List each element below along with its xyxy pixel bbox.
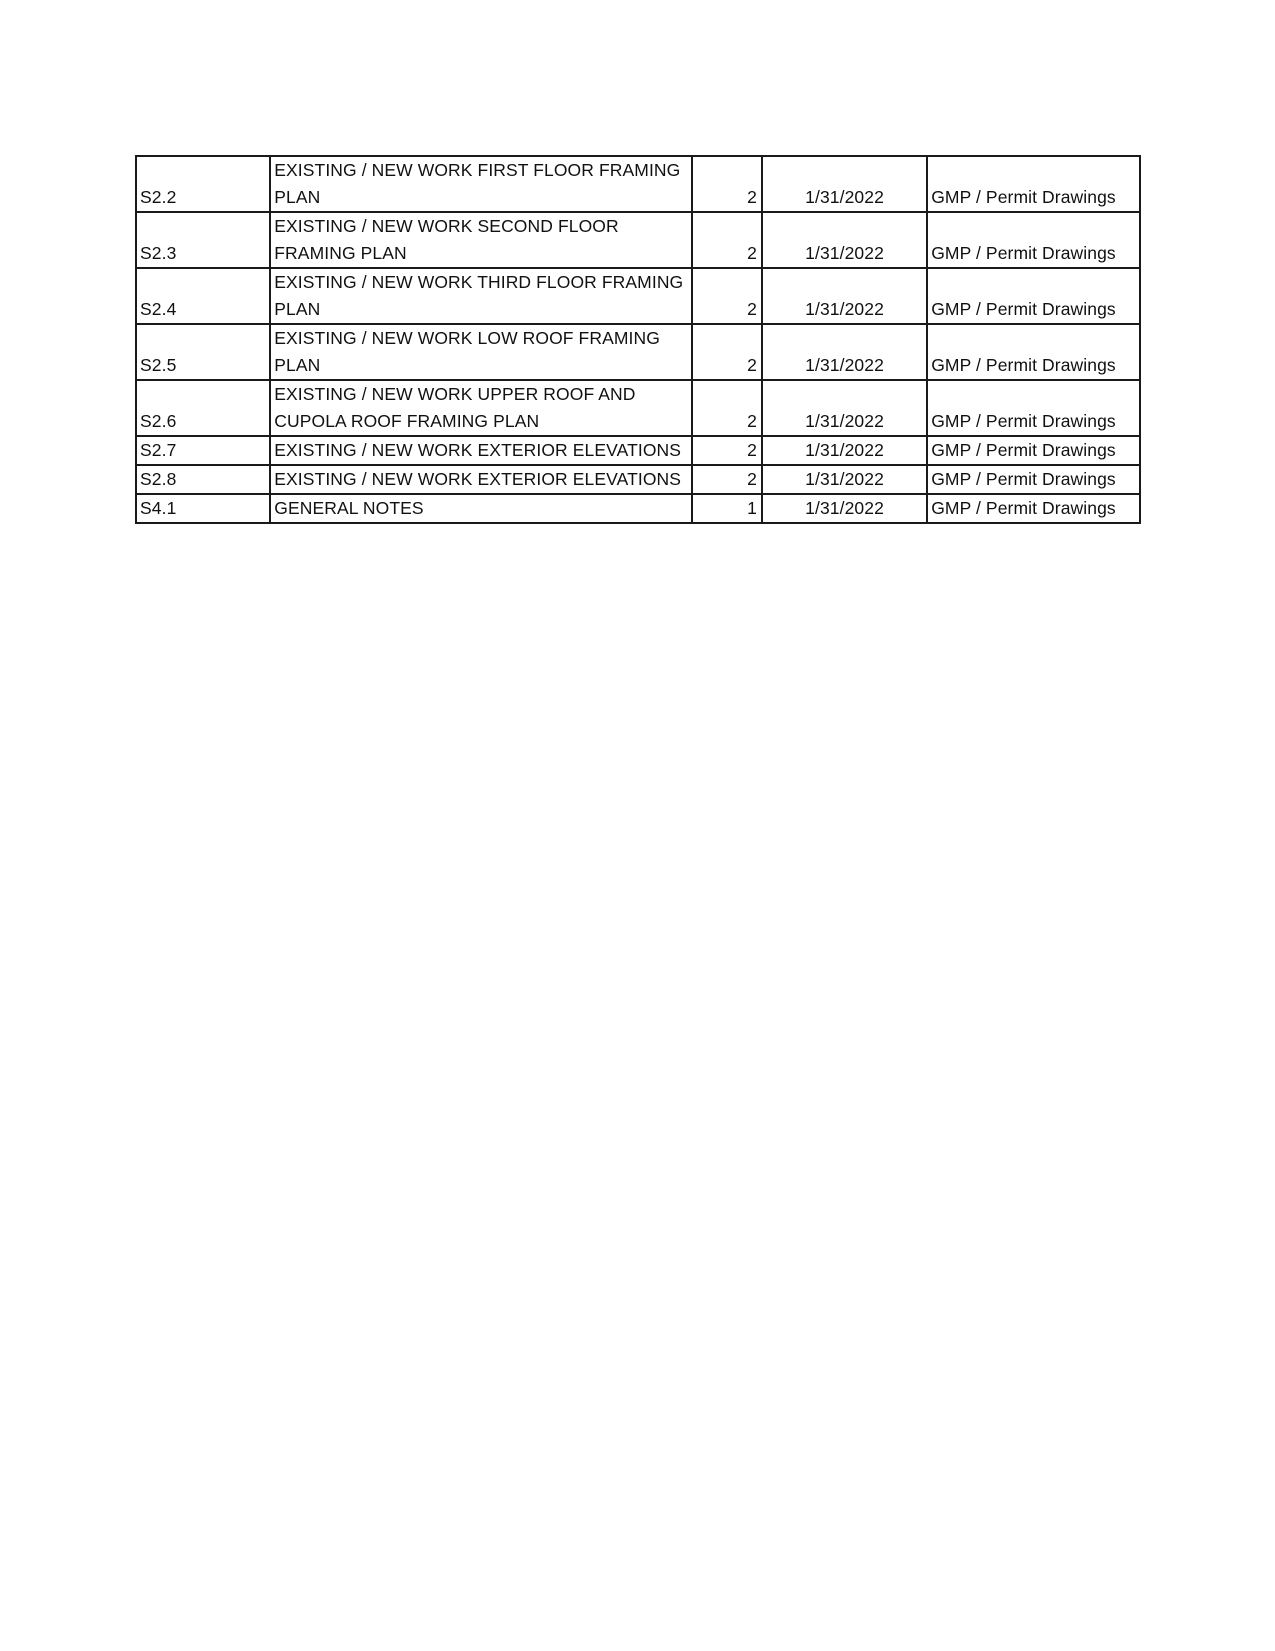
revision-number: 2 bbox=[692, 380, 762, 436]
sheet-number: S2.3 bbox=[136, 212, 270, 268]
issue-note: GMP / Permit Drawings bbox=[927, 494, 1140, 523]
table-row bbox=[136, 212, 1140, 268]
revision-number: 2 bbox=[692, 156, 762, 212]
sheet-description: EXISTING / NEW WORK UPPER ROOF AND CUPOLA ROOF FRAMING PLAN bbox=[270, 380, 691, 436]
issue-note: GMP / Permit Drawings bbox=[927, 156, 1140, 212]
sheet-description: GENERAL NOTES bbox=[270, 494, 691, 523]
revision-number: 2 bbox=[692, 324, 762, 380]
table-row bbox=[136, 465, 1140, 494]
sheet-number: S4.1 bbox=[136, 494, 270, 523]
sheet-description: EXISTING / NEW WORK LOW ROOF FRAMING PLAN bbox=[270, 324, 691, 380]
table-row bbox=[136, 380, 1140, 436]
sheet-number: S2.2 bbox=[136, 156, 270, 212]
revision-number: 2 bbox=[692, 268, 762, 324]
issue-date: 1/31/2022 bbox=[762, 436, 927, 465]
revision-number: 1 bbox=[692, 494, 762, 523]
sheet-description: EXISTING / NEW WORK SECOND FLOOR FRAMING PLAN bbox=[270, 212, 691, 268]
issue-note: GMP / Permit Drawings bbox=[927, 465, 1140, 494]
sheet-number: S2.7 bbox=[136, 436, 270, 465]
sheet-number: S2.5 bbox=[136, 324, 270, 380]
sheet-number: S2.8 bbox=[136, 465, 270, 494]
issue-date: 1/31/2022 bbox=[762, 324, 927, 380]
issue-note: GMP / Permit Drawings bbox=[927, 212, 1140, 268]
sheet-number: S2.4 bbox=[136, 268, 270, 324]
issue-date: 1/31/2022 bbox=[762, 268, 927, 324]
revision-number: 2 bbox=[692, 212, 762, 268]
revision-number: 2 bbox=[692, 465, 762, 494]
table-row bbox=[136, 494, 1140, 523]
issue-date: 1/31/2022 bbox=[762, 156, 927, 212]
sheet-description: EXISTING / NEW WORK THIRD FLOOR FRAMING PLAN bbox=[270, 268, 691, 324]
drawing-list-table bbox=[135, 155, 1141, 524]
issue-date: 1/31/2022 bbox=[762, 465, 927, 494]
sheet-description: EXISTING / NEW WORK FIRST FLOOR FRAMING PLAN bbox=[270, 156, 691, 212]
issue-note: GMP / Permit Drawings bbox=[927, 380, 1140, 436]
table-row bbox=[136, 156, 1140, 212]
issue-date: 1/31/2022 bbox=[762, 494, 927, 523]
issue-note: GMP / Permit Drawings bbox=[927, 324, 1140, 380]
issue-note: GMP / Permit Drawings bbox=[927, 436, 1140, 465]
issue-date: 1/31/2022 bbox=[762, 380, 927, 436]
sheet-description: EXISTING / NEW WORK EXTERIOR ELEVATIONS bbox=[270, 436, 691, 465]
issue-note: GMP / Permit Drawings bbox=[927, 268, 1140, 324]
table-row bbox=[136, 436, 1140, 465]
issue-date: 1/31/2022 bbox=[762, 212, 927, 268]
table-row bbox=[136, 268, 1140, 324]
sheet-description: EXISTING / NEW WORK EXTERIOR ELEVATIONS bbox=[270, 465, 691, 494]
revision-number: 2 bbox=[692, 436, 762, 465]
table-row bbox=[136, 324, 1140, 380]
sheet-number: S2.6 bbox=[136, 380, 270, 436]
